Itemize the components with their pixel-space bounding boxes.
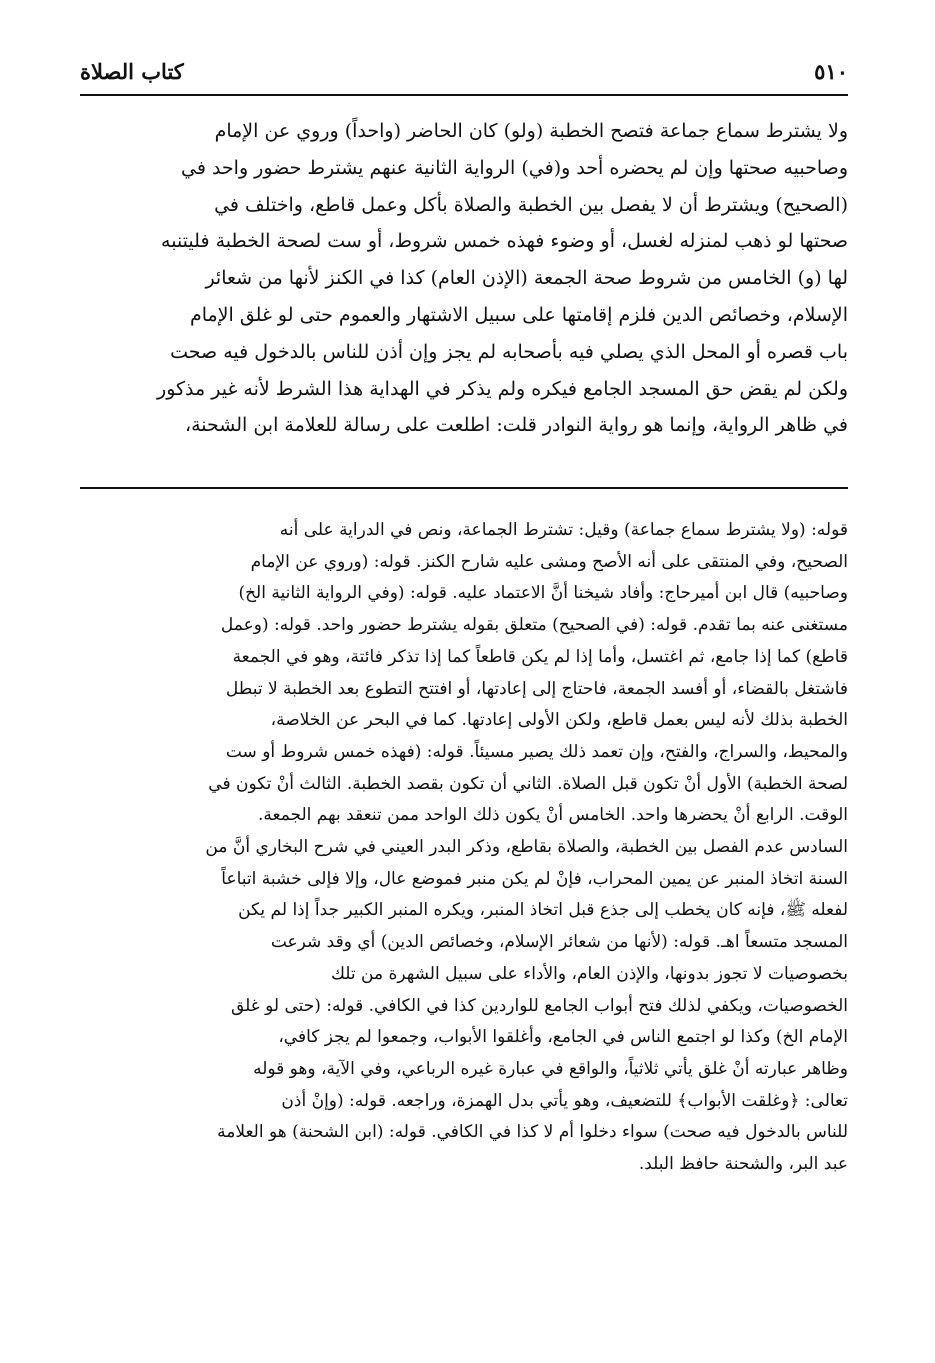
commentary-line: عبد البر، والشحنة حافظ البلد.: [638, 1154, 848, 1175]
commentary-line: الخطبة بذلك لأنه ليس بعمل قاطع، ولكن الأولى إعادتها. كما في البحر عن الخلاصة،: [270, 710, 848, 731]
page-number: ٥١٠: [814, 59, 848, 84]
commentary-line: والمحيط، والسراج، والفتح، وإن تعمد ذلك يصير مسيئاً. قوله: (فهذه خمس شروط أو ست: [225, 741, 848, 762]
main-text-line: (الصحيح) ويشترط أن لا يفصل بين الخطبة والصلاة بأكل وعمل قاطع، واختلف في: [214, 193, 848, 216]
main-text-line: الإسلام، وخصائص الدين فلزم إقامتها على سبيل الاشتهار والعموم حتى لو غلق الإمام: [189, 303, 848, 326]
header-rule: [80, 94, 848, 96]
commentary-divider: [80, 487, 848, 489]
commentary-line: وصاحبيه) قال ابن أميرحاج: وأفاد شيخنا أنَّ الاعتماد عليه. قوله: (وفي الرواية الثانية الخ): [238, 583, 848, 604]
commentary-line: الصحيح، وفي المنتقى على أنه الأصح ومشى عليه شارح الكنز. قوله: (وروي عن الإمام: [250, 551, 848, 572]
commentary-line: لفعله ﷺ، فإنه كان يخطب إلى جذع قبل اتخاذ المنبر، ويكره المنبر الكبير جداً إذا لم يكن: [238, 900, 848, 921]
commentary-line: مستغنى عنه بما تقدم. قوله: (في الصحيح) متعلق بقوله يشترط حضور واحد. قوله: (وعمل: [220, 615, 848, 636]
main-text-line: لها (و) الخامس من شروط صحة الجمعة (الإذن العام) كذا في الكنز لأنها من شعائر: [205, 267, 848, 290]
main-text-line: وصاحبيه صحتها وإن لم يحضره أحد و(في) الرواية الثانية عنهم يشترط حضور واحد في: [181, 156, 848, 179]
commentary-line: السنة اتخاذ المنبر عن يمين المحراب، فإنْ لم يكن منبر فموضع عال، وإلا فإلى خشبة اتباعاً: [221, 868, 848, 889]
commentary-line: قاطع) كما إذا جامع، ثم اغتسل، وأما إذا لم يكن قاطعاً كما إذا تذكر فائتة، وهو في الجمعة: [232, 646, 848, 667]
main-text-line: صحتها لو ذهب لمنزله لغسل، أو وضوء فهذه خمس شروط، أو ست لصحة الخطبة فليتنبه: [161, 230, 848, 253]
book-title: كتاب الصلاة: [80, 59, 184, 84]
commentary-line: السادس عدم الفصل بين الخطبة، والصلاة بقاطع، وذكر البدر العيني في شرح البخاري أنَّ من: [205, 837, 848, 858]
commentary-line: الوقت. الرابع أنْ يحضرها واحد. الخامس أنْ يكون ذلك الواحد ممن تنعقد بهم الجمعة.: [257, 805, 848, 826]
main-text-line: في ظاهر الرواية، وإنما هو رواية النوادر قلت: اطلعت على رسالة للعلامة ابن الشحنة،: [184, 414, 848, 437]
page-header: [80, 44, 848, 84]
main-text-line: ولكن لم يقض حق المسجد الجامع فيكره ولم يذكر في الهداية هذا الشرط لأنه غير مذكور: [157, 377, 848, 400]
main-text: [80, 113, 848, 483]
commentary-line: بخصوصيات لا تجوز بدونها، والإذن العام، والأداء على سبيل الشهرة من تلك: [330, 963, 848, 984]
commentary-line: الإمام الخ) وكذا لو اجتمع الناس في الجامع، وأغلقوا الأبواب، وجمعوا لم يجز كافي،: [278, 1027, 848, 1048]
commentary-line: المسجد متسعاً اهـ. قوله: (لأنها من شعائر الإسلام، وخصائص الدين) أي وقد شرعت: [270, 932, 848, 953]
main-text-line: ولا يشترط سماع جماعة فتصح الخطبة (ولو) كان الحاضر (واحداً) وروي عن الإمام: [214, 120, 848, 142]
commentary-text: [80, 515, 848, 1315]
commentary-line: تعالى: ﴿وغلقت الأبواب﴾ للتضعيف، وهو يأتي بدل الهمزة، وراجعه. قوله: (وإنْ أذن: [281, 1090, 848, 1111]
commentary-line: قوله: (ولا يشترط سماع جماعة) وقيل: تشترط الجماعة، ونص في الدراية على أنه: [279, 520, 848, 540]
commentary-line: الخصوصيات، ويكفي لذلك فتح أبواب الجامع للواردين كذا في الكافي. قوله: (حتى لو غلق: [231, 995, 848, 1016]
commentary-line: وظاهر عبارته أنْ غلق يأتي ثلاثياً، والواقع في عبارة غيره الرباعي، وفي الآية، وهو قوله: [253, 1058, 848, 1079]
commentary-line: للناس بالدخول فيه صحت) سواء دخلوا أم لا كذا في الكافي. قوله: (ابن الشحنة) هو العلامة: [217, 1122, 848, 1143]
commentary-line: لصحة الخطبة) الأول أنْ تكون قبل الصلاة. الثاني أن تكون بقصد الخطبة. الثالث أنْ تكون في: [208, 773, 848, 794]
main-text-line: باب قصره أو المحل الذي يصلي فيه بأصحابه لم يجز وإن أذن للناس بالدخول فيه صحت: [170, 340, 848, 363]
commentary-line: فاشتغل بالقضاء، أو أفسد الجمعة، فاحتاج إلى إعادتها، أو افتتح التطوع بعد الخطبة لا تبطل: [225, 678, 848, 699]
